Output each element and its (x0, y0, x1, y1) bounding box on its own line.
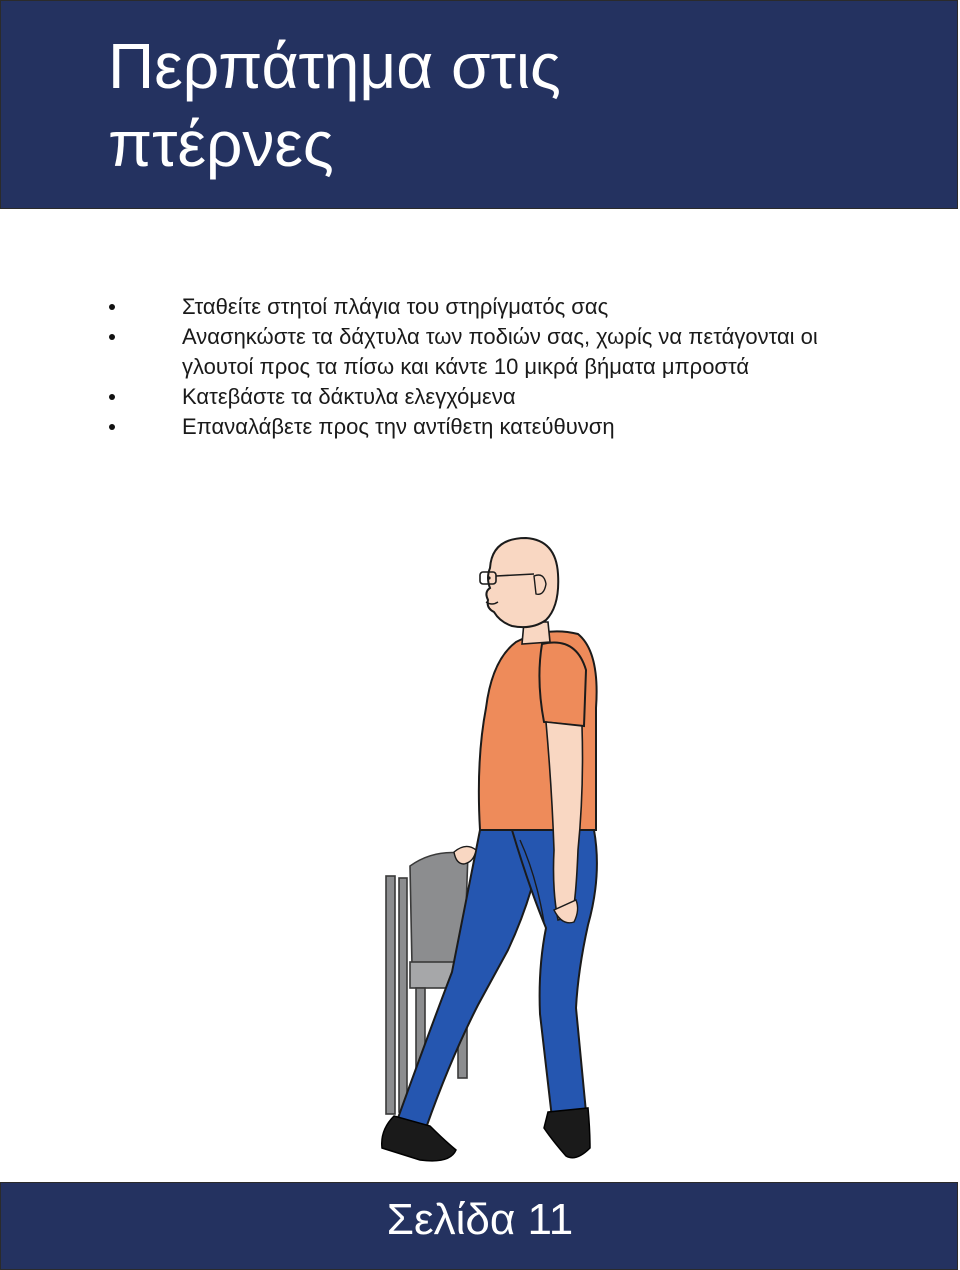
bullet-icon (109, 334, 115, 340)
bullet-icon (109, 304, 115, 310)
page-title: Περπάτημα στις πτέρνες (108, 30, 561, 180)
instruction-item (103, 292, 863, 322)
page-number: Σελίδα 11 (386, 1195, 574, 1244)
instruction-item (103, 382, 863, 412)
bullet-icon (109, 424, 115, 430)
instruction-text: Κατεβάστε τα δάκτυλα ελεγχόμενα (182, 384, 516, 409)
instruction-text: Επαναλάβετε προς την αντίθετη κατεύθυνση (182, 414, 615, 439)
instruction-text: Σταθείτε στητοί πλάγια του στηρίγματός σας (182, 294, 609, 319)
bullet-icon (109, 394, 115, 400)
instruction-text: Ανασηκώστε τα δάχτυλα των ποδιών σας, χωρίς να πετάγονται οι γλουτοί προς τα πίσω και κάντε 10 μικρά βήματα μπροστά (182, 324, 818, 379)
title-banner (0, 0, 958, 209)
exercise-illustration (340, 530, 630, 1180)
footer-banner (0, 1182, 958, 1270)
instruction-item (103, 412, 863, 442)
instruction-item (103, 322, 863, 382)
instruction-list (103, 292, 863, 442)
